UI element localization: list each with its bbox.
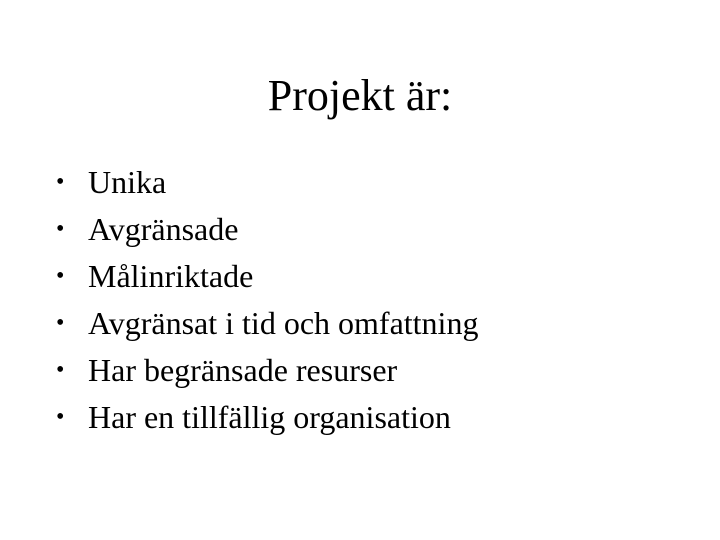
- bullet-icon: •: [56, 263, 65, 289]
- slide-title: [0, 70, 720, 122]
- bullet-text: Avgränsat i tid och omfattning: [88, 305, 479, 341]
- bullet-text: Avgränsade: [88, 211, 239, 247]
- bullet-icon: •: [56, 169, 65, 195]
- bullet-icon: •: [56, 404, 65, 430]
- bullet-text: Har en tillfällig organisation: [88, 399, 451, 435]
- bullet-icon: •: [56, 357, 65, 383]
- bullet-text: Har begränsade resurser: [88, 352, 398, 388]
- bullet-text: Unika: [88, 164, 167, 200]
- bullet-icon: •: [56, 310, 65, 336]
- bullet-text: Målinriktade: [88, 258, 254, 294]
- bullet-icon: •: [56, 216, 65, 242]
- slide-title-text: Projekt är:: [267, 71, 453, 120]
